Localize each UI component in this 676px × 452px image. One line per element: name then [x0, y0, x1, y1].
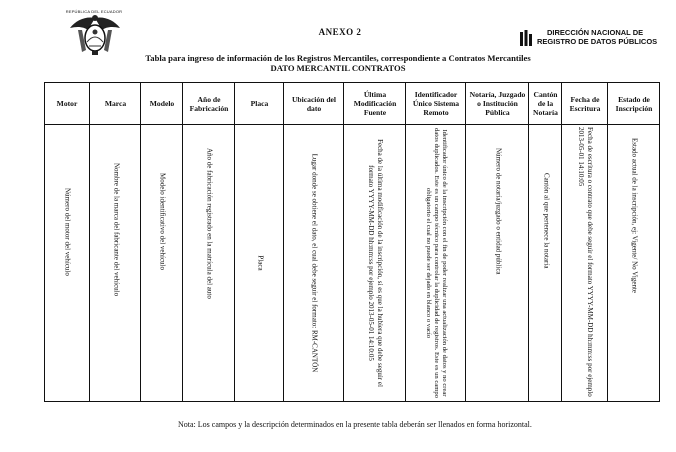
column-ultima-modificacion — [343, 83, 406, 401]
seal-caption: REPÚBLICA DEL ECUADOR — [65, 9, 123, 14]
column-placa — [234, 83, 284, 401]
column-description: Cantón al que pertenece la notaría — [542, 173, 550, 269]
annex-title: ANEXO 2 — [318, 27, 362, 37]
column-header: Marca — [90, 83, 141, 125]
column-canton-notaria — [528, 83, 562, 401]
table-title: Tabla para ingreso de información de los Registros Mercantiles, correspondiente a Contratos Mercantiles — [145, 53, 531, 63]
column-header: Ubicación del dato — [284, 83, 344, 125]
column-header: Placa — [235, 83, 284, 125]
column-description: Año de fabricación registrado en la matrícula del auto — [205, 148, 214, 299]
column-marca — [89, 83, 141, 401]
footnote: Nota: Los campos y la descripción determinados en la presente tabla deberán ser llenados en forma horizontal. — [178, 420, 532, 429]
data-table — [44, 82, 660, 402]
column-ubicacion-dato — [283, 83, 344, 401]
column-header: Año de Fabricación — [183, 83, 235, 125]
column-notaria — [465, 83, 529, 401]
column-header: Fecha de Escritura — [562, 83, 608, 125]
column-description: Estado actual de la inscripción, ej: Vigente/ No Vigente — [630, 138, 639, 293]
column-description: Modelo identificativo del vehículo — [158, 173, 167, 271]
column-description: Nombre de la marca del fabricante del vehículo — [112, 163, 120, 297]
agency-line-2: REGISTRO DE DATOS PÚBLICOS — [537, 36, 658, 46]
column-header: Motor — [45, 83, 89, 125]
column-header: Identificador Único Sistema Remoto — [406, 83, 466, 125]
column-anio-fabricacion — [182, 83, 235, 401]
column-header: Última Modificación Fuente — [344, 83, 406, 125]
table-title-block — [0, 53, 676, 73]
agency-bars-icon — [520, 30, 534, 46]
column-header: Cantón de la Notaría — [529, 83, 562, 125]
column-identificador-unico — [405, 83, 466, 401]
column-motor — [45, 83, 89, 401]
column-estado-inscripcion — [607, 83, 660, 401]
column-header: Notaría, Juzgado o Institución Pública — [466, 83, 529, 125]
agency-logo — [520, 29, 657, 46]
table-subtitle: DATO MERCANTIL CONTRATOS — [270, 63, 406, 73]
column-description: Placa — [256, 255, 264, 271]
column-description: Número del motor del vehículo — [63, 188, 72, 276]
column-modelo — [140, 83, 183, 401]
coat-of-arms-icon — [62, 8, 128, 58]
column-description: Número de notaría/juzgado o entidad pública — [494, 148, 502, 275]
column-description: Fecha de la última modificación de la inscripción, si es que la hubiera que debe seguir el formato YYYY-MM-DD hh:mm:ss por ejemplo 2013-05-01 14:10:05 — [367, 139, 384, 387]
column-description: Lugar donde se obtiene el dato, el cual debe seguir el formato: RM-CANTÓN — [310, 153, 319, 373]
agency-line-1: DIRECCIÓN NACIONAL DE — [547, 28, 644, 37]
column-header: Estado de Inscripción — [608, 83, 660, 125]
column-header: Modelo — [141, 83, 183, 125]
column-description: Identificador único de la inscripción con el fin de poder realizar una actualización de datos y no crear datos duplicados. Este es un campo técnico para controlar la duplicidad de registros. Este es un campo obligatorio el cual no puede ser dejado en blanco o vacío — [425, 128, 448, 398]
column-description: Fecha de escritura o contrato que debe seguir el formato YYYY-MM-DD hh:mm:ss por ejemplo 2013-05-01 14:10:05 — [577, 127, 594, 397]
column-fecha-escritura — [561, 83, 608, 401]
